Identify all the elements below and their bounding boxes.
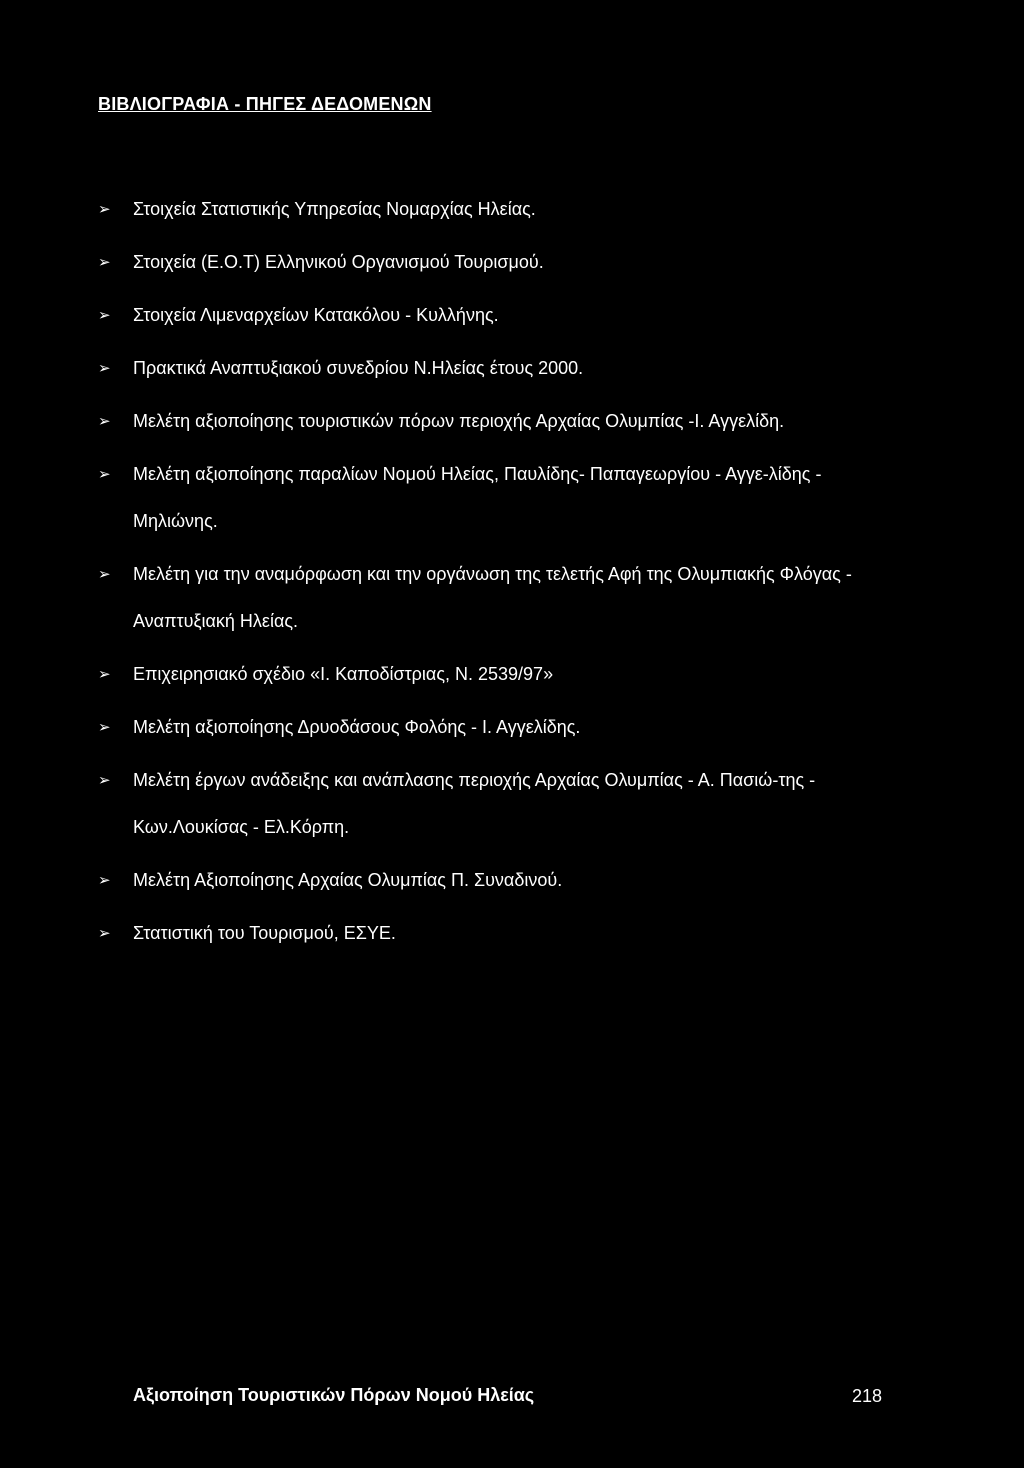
reference-text: Πρακτικά Αναπτυξιακού συνεδρίου Ν.Ηλείας έτους 2000. bbox=[133, 358, 584, 378]
arrowhead-bullet-icon: ➢ bbox=[98, 872, 111, 889]
list-item bbox=[98, 451, 888, 545]
reference-text: Μελέτη αξιοποίησης Δρυοδάσους Φολόης - Ι. Αγγελίδης. bbox=[133, 717, 581, 737]
arrowhead-bullet-icon: ➢ bbox=[98, 360, 111, 377]
reference-text: Μελέτη έργων ανάδειξης και ανάπλασης περιοχής Αρχαίας Ολυμπίας - Α. Πασιώ-της - Κων.Λουκίσας - Ελ.Κόρπη. bbox=[133, 770, 816, 837]
reference-text: Επιχειρησιακό σχέδιο «Ι. Καποδίστριας, Ν. 2539/97» bbox=[133, 664, 554, 684]
reference-text: Μελέτη Αξιοποίησης Αρχαίας Ολυμπίας Π. Συναδινού. bbox=[133, 870, 563, 890]
arrowhead-bullet-icon: ➢ bbox=[98, 925, 111, 942]
list-item bbox=[98, 345, 888, 392]
reference-text: Μελέτη αξιοποίησης τουριστικών πόρων περιοχής Αρχαίας Ολυμπίας -Ι. Αγγελίδη. bbox=[133, 411, 785, 431]
list-item bbox=[98, 704, 888, 751]
reference-text: Στατιστική του Τουρισμού, ΕΣΥΕ. bbox=[133, 923, 396, 943]
reference-text: Μελέτη για την αναμόρφωση και την οργάνωση της τελετής Αφή της Ολυμπιακής Φλόγας - Αναπτυξιακή Ηλείας. bbox=[133, 564, 852, 631]
list-item bbox=[98, 186, 888, 233]
arrowhead-bullet-icon: ➢ bbox=[98, 254, 111, 271]
arrowhead-bullet-icon: ➢ bbox=[98, 201, 111, 218]
arrowhead-bullet-icon: ➢ bbox=[98, 466, 111, 483]
reference-text: Μελέτη αξιοποίησης παραλίων Νομού Ηλείας, Παυλίδης- Παπαγεωργίου - Αγγε-λίδης - Μηλιώνης. bbox=[133, 464, 822, 531]
arrowhead-bullet-icon: ➢ bbox=[98, 413, 111, 430]
arrowhead-bullet-icon: ➢ bbox=[98, 719, 111, 736]
list-item bbox=[98, 910, 888, 957]
reference-text: Στοιχεία (Ε.Ο.Τ) Ελληνικού Οργανισμού Τουρισμού. bbox=[133, 252, 544, 272]
arrowhead-bullet-icon: ➢ bbox=[98, 566, 111, 583]
list-item bbox=[98, 857, 888, 904]
arrowhead-bullet-icon: ➢ bbox=[98, 307, 111, 324]
footer-title: Αξιοποίηση Τουριστικών Πόρων Νομού Ηλείας bbox=[133, 1385, 535, 1405]
list-item bbox=[98, 239, 888, 286]
reference-text: Στοιχεία Λιμεναρχείων Κατακόλου - Κυλλήνης. bbox=[133, 305, 499, 325]
list-item bbox=[98, 398, 888, 445]
page-number: 218 bbox=[852, 1386, 883, 1406]
page-title: ΒΙΒΛΙΟΓΡΑΦΙΑ - ΠΗΓΕΣ ΔΕΔΟΜΕΝΩΝ bbox=[98, 94, 432, 114]
list-item bbox=[98, 757, 888, 851]
list-item bbox=[98, 551, 888, 645]
list-item bbox=[98, 292, 888, 339]
arrowhead-bullet-icon: ➢ bbox=[98, 772, 111, 789]
bibliography-list bbox=[98, 186, 888, 963]
list-item bbox=[98, 651, 888, 698]
reference-text: Στοιχεία Στατιστικής Υπηρεσίας Νομαρχίας Ηλείας. bbox=[133, 199, 536, 219]
arrowhead-bullet-icon: ➢ bbox=[98, 666, 111, 683]
